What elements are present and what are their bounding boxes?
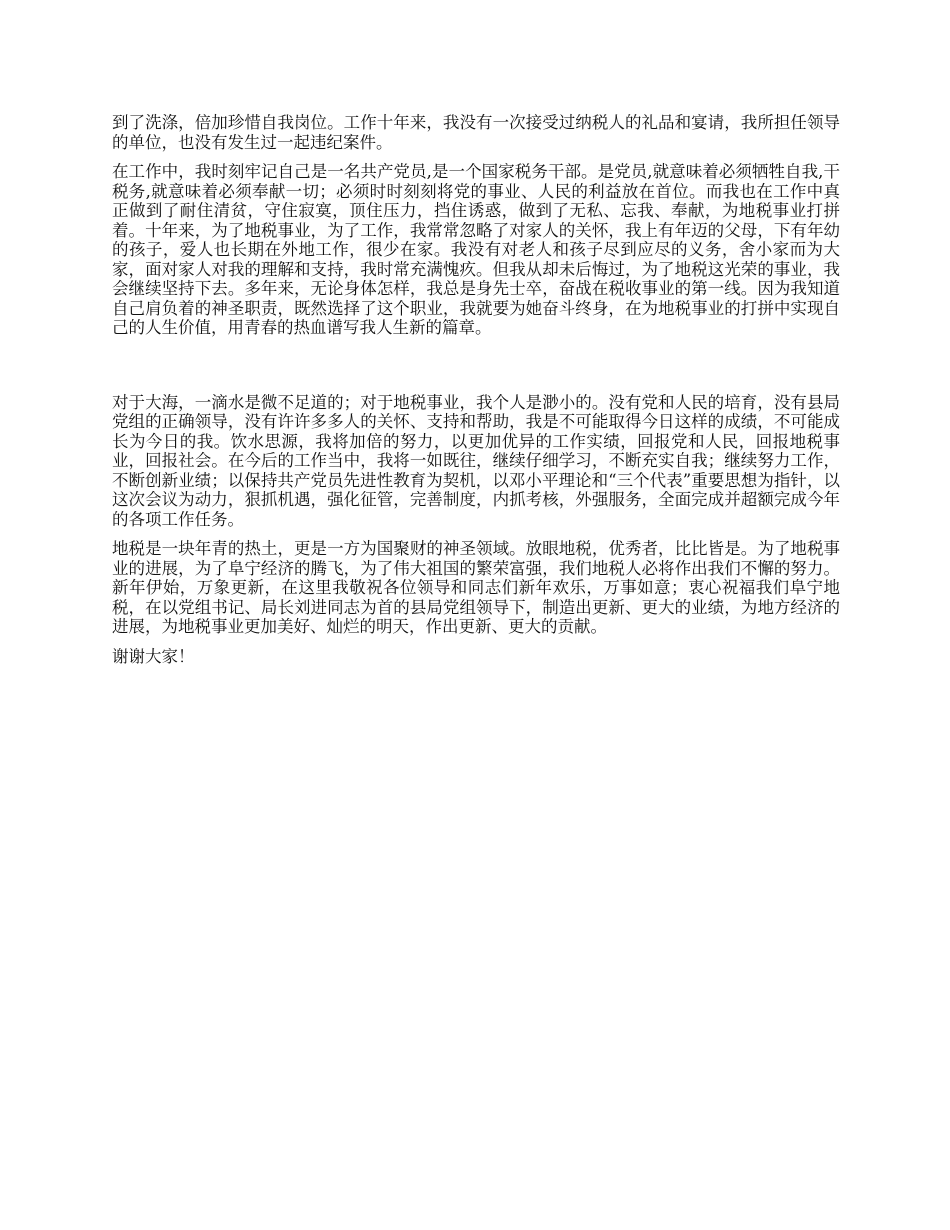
paragraph-3: 对于大海，一滴水是微不足道的；对于地税事业，我个人是渺小的。没有党和人民的培育，没有县局党组的正确领导，没有许许多多人的关怀、支持和帮助，我是不可能取得今日这样的成绩，不可能成长为今日的我。饮水思源，我将加倍的努力，以更加优异的工作实绩，回报党和人民，回报地税事业，回报社会。在今后的工作当中，我将一如既往，继续仔细学习，不断充实自我；继续努力工作，不断创新业绩；以保持共产党员先进性教育为契机，以邓小平理论和“三个代表”重要思想为指针，以这次会议为动力，狠抓机遇，强化征管，完善制度，内抓考核，外强服务，全面完成并超额完成今年的各项工作任务。: [112, 392, 840, 529]
paragraph-4: 地税是一块年青的热土，更是一方为国聚财的神圣领域。放眼地税，优秀者，比比皆是。为了地税事业的进展，为了阜宁经济的腾飞，为了伟大祖国的繁荣富强，我们地税人必将作出我们不懈的努力。新年伊始，万象更新，在这里我敬祝各位领导和同志们新年欢乐，万事如意；衷心祝福我们阜宁地税，在以党组书记、局长刘进同志为首的县局党组领导下，制造出更新、更大的业绩，为地方经济的进展，为地税事业更加美好、灿烂的明天，作出更新、更大的贡献。: [112, 539, 840, 636]
paragraph-spacer: [112, 348, 840, 393]
closing-line: 谢谢大家！: [112, 646, 195, 666]
paragraph-1: 到了洗涤，倍加珍惜自我岗位。工作十年来，我没有一次接受过纳税人的礼品和宴请，我所担任领导的单位，也没有发生过一起违纪案件。: [112, 113, 840, 152]
document-page: [112, 113, 840, 666]
paragraph-2: 在工作中，我时刻牢记自己是一名共产党员,是一个国家税务干部。是党员,就意味着必须牺牲自我,干税务,就意味着必须奉献一切；必须时时刻刻将党的事业、人民的利益放在首位。而我也在工作中真正做到了耐住清贫，守住寂寞，顶住压力，挡住诱惑，做到了无私、忘我、奉献，为地税事业打拼着。十年来，为了地税事业，为了工作，我常常忽略了对家人的关怀，我上有年迈的父母，下有年幼的孩子，爱人也长期在外地工作，很少在家。我没有对老人和孩子尽到应尽的义务，舍小家而为大家，面对家人对我的理解和支持，我时常充满愧疚。但我从却未后悔过，为了地税这光荣的事业，我会继续坚持下去。多年来，无论身体怎样，我总是身先士卒，奋战在税收事业的第一线。因为我知道自己肩负着的神圣职责，既然选择了这个职业，我就要为她奋斗终身，在为地税事业的打拼中实现自己的人生价值，用青春的热血谱写我人生新的篇章。: [112, 162, 840, 337]
